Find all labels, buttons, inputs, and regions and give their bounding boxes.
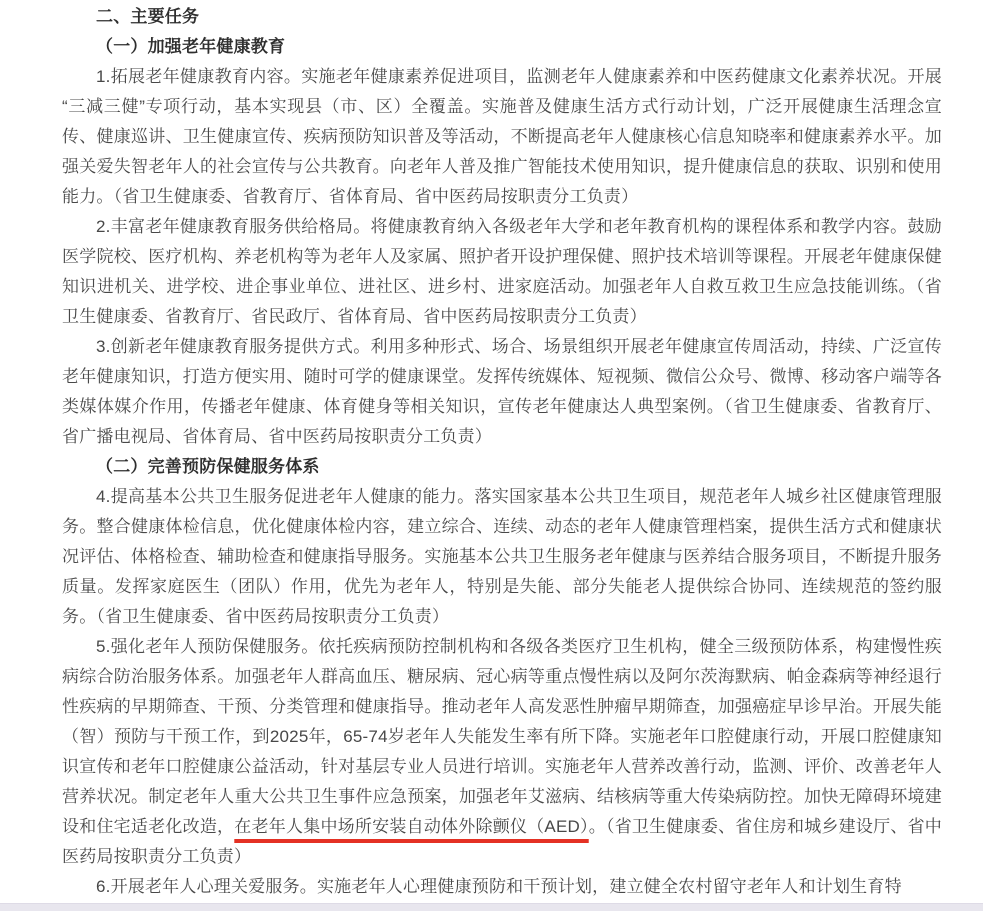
bottom-edge-bar bbox=[0, 903, 983, 911]
subsection-heading-preventive-care: （二）完善预防保健服务体系 bbox=[96, 457, 320, 476]
paragraph-6: 6.开展老年人心理关爱服务。实施老年人心理健康预防和干预计划，建立健全农村留守老年人和计划生育特 bbox=[96, 877, 902, 896]
paragraph-3: 3.创新老年健康教育服务提供方式。利用多种形式、场合、场景组织开展老年健康宣传周活动，持续、广泛宣传老年健康知识，打造方便实用、随时可学的健康课堂。发挥传统媒体、短视频、微信公众号、微博、移动客户端等各类媒体媒介作用，传播老年健康、体育健身等相关知识，宣传老年健康达人典型案例。（省卫生健康委、省教育厅、省广播电视局、省体育局、省中医药局按职责分工负责） bbox=[62, 337, 942, 446]
paragraph-5 bbox=[62, 632, 942, 872]
section-heading-main-tasks: 二、主要任务 bbox=[96, 7, 200, 26]
document-page bbox=[62, 2, 942, 902]
paragraph-5-text-after: 。（省卫生健康委、省住房和城乡建设厅、省中医药局按职责分工负责） bbox=[62, 817, 943, 866]
paragraph-2: 2.丰富老年健康教育服务供给格局。将健康教育纳入各级老年大学和老年教育机构的课程体系和教学内容。鼓励医学院校、医疗机构、养老机构等为老年人及家属、照护者开设护理保健、照护技术培训等课程。开展老年健康保健知识进机关、进学校、进企事业单位、进社区、进乡村、进家庭活动。加强老年人自救互救卫生应急技能训练。（省卫生健康委、省教育厅、省民政厅、省体育局、省中医药局按职责分工负责） bbox=[62, 217, 942, 326]
paragraph-1: 1.拓展老年健康教育内容。实施老年健康素养促进项目，监测老年人健康素养和中医药健康文化素养状况。开展“三减三健”专项行动，基本实现县（市、区）全覆盖。实施普及健康生活方式行动计划，广泛开展健康生活理念宣传、健康巡讲、卫生健康宣传、疾病预防知识普及等活动，不断提高老年人健康核心信息知晓率和健康素养水平。加强关爱失智老年人的社会宣传与公共教育。向老年人普及推广智能技术使用知识，提升健康信息的获取、识别和使用能力。（省卫生健康委、省教育厅、省体育局、省中医药局按职责分工负责） bbox=[62, 67, 942, 206]
aed-red-underlined-text: 在老年人集中场所安装自动体外除颤仪（AED） bbox=[234, 817, 589, 836]
paragraph-5-text-before: 5.强化老年人预防保健服务。依托疾病预防控制机构和各级各类医疗卫生机构，健全三级预防体系，构建慢性疾病综合防治服务体系。加强老年人群高血压、糖尿病、冠心病等重点慢性病以及阿尔茨海默病、帕金森病等神经退行性疾病的早期筛查、干预、分类管理和健康指导。推动老年人高发恶性肿瘤早期筛查，加强癌症早诊早治。开展失能（智）预防与干预工作，到2025年，65-74岁老年人失能发生率有所下降。实施老年口腔健康行动，开展口腔健康知识宣传和老年口腔健康公益活动，针对基层专业人员进行培训。实施老年人营养改善行动，监测、评价、改善老年人营养状况。制定老年人重大公共卫生事件应急预案，加强老年艾滋病、结核病等重大传染病防控。加快无障碍环境建设和住宅适老化改造， bbox=[62, 637, 942, 836]
subsection-heading-health-education: （一）加强老年健康教育 bbox=[96, 37, 286, 56]
paragraph-4: 4.提高基本公共卫生服务促进老年人健康的能力。落实国家基本公共卫生项目，规范老年人城乡社区健康管理服务。整合健康体检信息，优化健康体检内容，建立综合、连续、动态的老年人健康管理档案，提供生活方式和健康状况评估、体格检查、辅助检查和健康指导服务。实施基本公共卫生服务老年健康与医养结合服务项目，不断提升服务质量。发挥家庭医生（团队）作用，优先为老年人，特别是失能、部分失能老人提供综合协同、连续规范的签约服务。（省卫生健康委、省中医药局按职责分工负责） bbox=[62, 487, 942, 626]
